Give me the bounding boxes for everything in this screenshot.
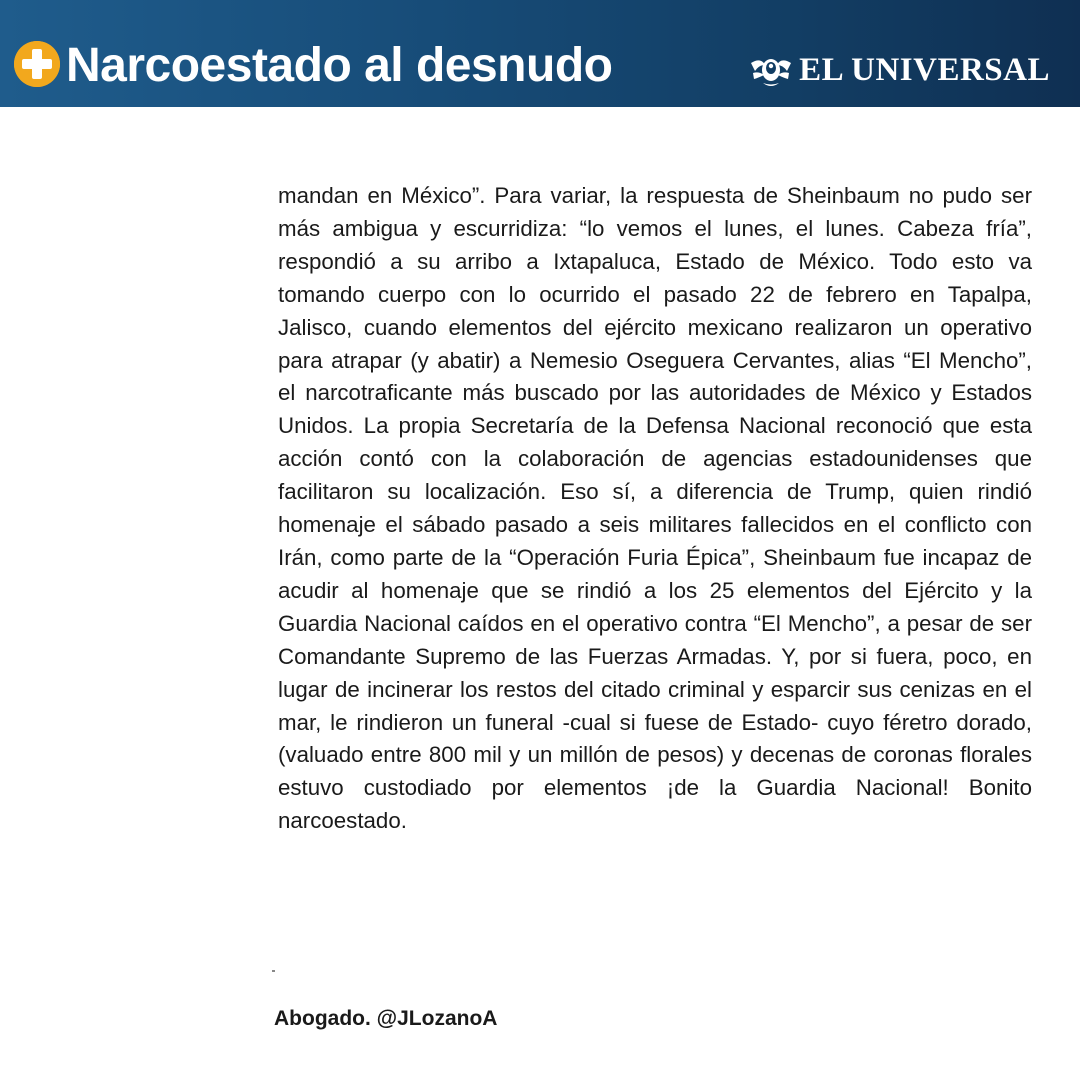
section-title: Narcoestado al desnudo	[66, 39, 613, 92]
plus-icon	[14, 41, 60, 87]
publication-logo	[749, 50, 1050, 90]
section-header	[0, 0, 1080, 107]
article-body: mandan en México”. Para variar, la respuesta de Sheinbaum no pudo ser más ambigua y escurridiza: “lo vemos el lunes, el lunes. Cabeza fría”, respondió a su arribo a Ixtapaluca, Estado de México. Todo esto va tomando cuerpo con lo ocurrido el pasado 22 de febrero en Tapalpa, Jalisco, cuando elementos del ejército mexicano realizaron un operativo para atrapar (y abatir) a Nemesio Oseguera Cervantes, alias “El Mencho”, el narcotraficante más buscado por las autoridades de México y Estados Unidos. La propia Secretaría de la Defensa Nacional reconoció que esta acción contó con la colaboración de agencias estadounidenses que facilitaron su localización. Eso sí, a diferencia de Trump, quien rindió homenaje el sábado pasado a seis militares fallecidos en el conflicto con Irán, como parte de la “Operación Furia Épica”, Sheinbaum fue incapaz de acudir al homenaje que se rindió a los 25 elementos del Ejército y la Guardia Nacional caídos en el operativo contra “El Mencho”, a pesar de ser Comandante Supremo de las Fuerzas Armadas. Y, por si fuera, poco, en lugar de incinerar los restos del citado criminal y esparcir sus cenizas en el mar, le rindieron un funeral -cual si fuese de Estado- cuyo féretro dorado, (valuado entre 800 mil y un millón de pesos) y decenas de coronas florales estuvo custodiado por elementos ¡de la Guardia Nacional! Bonito narcoestado.	[278, 183, 1032, 834]
publication-name: EL UNIVERSAL	[799, 51, 1050, 88]
divider	[272, 970, 275, 972]
author-signature: Abogado. @JLozanoA	[274, 1007, 498, 1030]
eagle-emblem-icon	[749, 51, 793, 89]
